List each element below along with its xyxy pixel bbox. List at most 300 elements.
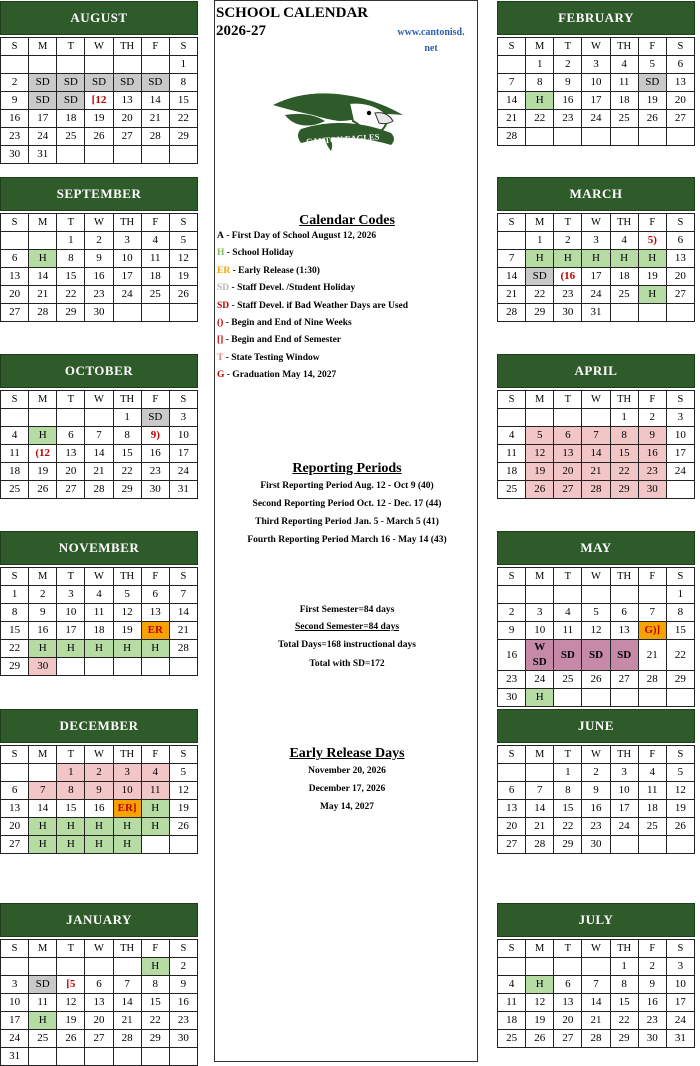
day-cell: 1 <box>610 409 638 427</box>
empty-cell <box>666 128 694 146</box>
empty-cell <box>113 56 141 74</box>
day-cell: 28 <box>113 1030 141 1048</box>
day-cell: 17 <box>29 110 57 128</box>
day-cell: 13 <box>113 92 141 110</box>
day-cell: 10 <box>113 250 141 268</box>
empty-cell <box>582 409 610 427</box>
day-cell: 19 <box>638 92 666 110</box>
week-row <box>1 409 198 427</box>
total-days: Total Days=168 instructional days <box>278 640 416 650</box>
day-cell: 5 <box>526 427 554 445</box>
empty-cell <box>498 958 526 976</box>
weekday-label: S <box>169 38 197 56</box>
day-cell: 26 <box>638 110 666 128</box>
day-cell: 24 <box>666 1012 694 1030</box>
day-cell: 5 <box>113 586 141 604</box>
empty-cell <box>638 586 666 604</box>
weekday-label: S <box>1 38 29 56</box>
day-cell: W SD <box>526 640 554 671</box>
calendar-code-row <box>217 370 408 387</box>
day-cell: 28 <box>29 304 57 322</box>
day-cell: 8 <box>610 976 638 994</box>
week-row <box>1 1030 198 1048</box>
day-cell: 14 <box>498 92 526 110</box>
day-cell: 13 <box>498 800 526 818</box>
weekday-label: F <box>141 940 169 958</box>
early-release-3: May 14, 2027 <box>319 802 375 812</box>
url-line-1[interactable]: www.cantonisd. <box>397 27 465 38</box>
day-cell: 12 <box>113 604 141 622</box>
day-cell: H <box>141 958 169 976</box>
day-cell: ER <box>141 622 169 640</box>
day-cell: 16 <box>1 110 29 128</box>
day-cell: 21 <box>169 622 197 640</box>
weekday-label: S <box>169 746 197 764</box>
day-cell: 27 <box>85 1030 113 1048</box>
day-cell: 31 <box>29 146 57 164</box>
week-row <box>498 586 695 604</box>
empty-cell <box>666 481 694 499</box>
week-row <box>498 818 695 836</box>
day-cell: 29 <box>610 1030 638 1048</box>
weekday-label: M <box>526 940 554 958</box>
week-row <box>498 836 695 854</box>
day-cell: 16 <box>638 445 666 463</box>
weekday-label: S <box>1 746 29 764</box>
day-cell: 7 <box>169 586 197 604</box>
day-cell: 4 <box>1 427 29 445</box>
day-cell: 10 <box>526 622 554 640</box>
day-cell: 28 <box>582 1030 610 1048</box>
day-cell: 27 <box>1 836 29 854</box>
day-cell: 3 <box>1 976 29 994</box>
day-cell: (16 <box>554 268 582 286</box>
week-row <box>498 409 695 427</box>
day-cell: 12 <box>666 782 694 800</box>
empty-cell <box>169 658 197 676</box>
day-cell: 7 <box>582 976 610 994</box>
weekday-header-row <box>498 746 695 764</box>
day-cell: 14 <box>29 800 57 818</box>
empty-cell <box>169 836 197 854</box>
week-row <box>1 764 198 782</box>
day-cell: 23 <box>169 1012 197 1030</box>
month-header: JUNE <box>497 709 695 743</box>
month-july <box>497 903 695 1048</box>
week-row <box>1 622 198 640</box>
week-row <box>498 671 695 689</box>
weekday-label: TH <box>113 214 141 232</box>
weekday-label: M <box>526 214 554 232</box>
day-cell: 11 <box>141 250 169 268</box>
weekday-header-row <box>1 746 198 764</box>
day-cell: 18 <box>610 92 638 110</box>
day-cell: 17 <box>582 92 610 110</box>
day-cell: 13 <box>141 604 169 622</box>
website-link[interactable] <box>389 25 473 57</box>
month-january <box>0 903 198 1066</box>
calendar-code-row <box>217 266 408 283</box>
day-cell: 14 <box>141 92 169 110</box>
empty-cell <box>1 958 29 976</box>
week-row <box>498 689 695 707</box>
month-header: NOVEMBER <box>0 531 198 565</box>
day-cell: 22 <box>526 286 554 304</box>
day-cell: 1 <box>526 56 554 74</box>
calendar-code-row <box>217 318 408 335</box>
day-cell: 9 <box>638 427 666 445</box>
day-cell: 6 <box>85 976 113 994</box>
empty-cell <box>113 146 141 164</box>
day-cell: 22 <box>526 110 554 128</box>
day-cell: 6 <box>1 250 29 268</box>
day-cell: 13 <box>666 250 694 268</box>
day-cell: 24 <box>113 286 141 304</box>
day-cell: H <box>29 427 57 445</box>
day-cell: H <box>29 250 57 268</box>
weekday-header-row <box>1 214 198 232</box>
month-march <box>497 177 695 322</box>
empty-cell <box>1 232 29 250</box>
day-cell: H <box>29 836 57 854</box>
center-panel <box>214 0 478 1062</box>
day-cell: 30 <box>582 836 610 854</box>
day-cell: 5) <box>638 232 666 250</box>
day-cell: 7 <box>113 976 141 994</box>
day-cell: SD <box>582 640 610 671</box>
day-cell: 30 <box>29 658 57 676</box>
day-cell: H <box>85 836 113 854</box>
weekday-label: F <box>141 214 169 232</box>
reporting-periods-title: Reporting Periods <box>292 461 402 476</box>
month-header: OCTOBER <box>0 354 198 388</box>
day-cell: 3 <box>113 232 141 250</box>
weekday-label: F <box>141 746 169 764</box>
reporting-period-4: Fourth Reporting Period March 16 - May 14 (43) <box>247 535 447 545</box>
calendar-title <box>216 4 368 40</box>
second-semester: Second Semester=84 days <box>294 622 400 632</box>
day-cell: 26 <box>169 818 197 836</box>
empty-cell <box>526 409 554 427</box>
week-row <box>498 604 695 622</box>
weekday-label: F <box>638 746 666 764</box>
day-cell: 14 <box>582 994 610 1012</box>
day-cell: 29 <box>57 304 85 322</box>
week-row <box>498 268 695 286</box>
day-cell: H <box>526 92 554 110</box>
day-cell: SD <box>113 74 141 92</box>
week-row <box>1 110 198 128</box>
day-cell: 23 <box>638 463 666 481</box>
day-cell: 6 <box>554 427 582 445</box>
reporting-period-2: Second Reporting Period Oct. 12 - Dec. 17 (44) <box>252 499 442 509</box>
weekday-label: W <box>85 568 113 586</box>
day-cell: 2 <box>498 604 526 622</box>
code-symbol: ER <box>217 265 231 276</box>
day-cell: 12 <box>582 622 610 640</box>
empty-cell <box>57 146 85 164</box>
weekday-label: W <box>85 940 113 958</box>
month-header: DECEMBER <box>0 709 198 743</box>
day-cell: H <box>57 818 85 836</box>
weekday-label: S <box>666 38 694 56</box>
month-february <box>497 1 695 146</box>
weekday-label: S <box>498 214 526 232</box>
week-row <box>1 976 198 994</box>
empty-cell <box>1 764 29 782</box>
day-cell: 7 <box>85 427 113 445</box>
day-cell: H <box>113 836 141 854</box>
day-cell: 24 <box>169 463 197 481</box>
day-cell: 13 <box>610 622 638 640</box>
day-cell: 18 <box>498 1012 526 1030</box>
day-cell: H <box>29 640 57 658</box>
day-cell: 18 <box>638 800 666 818</box>
day-cell: 27 <box>554 1030 582 1048</box>
day-cell: 28 <box>169 640 197 658</box>
day-cell: 28 <box>85 481 113 499</box>
week-row <box>498 110 695 128</box>
day-cell: 1 <box>169 56 197 74</box>
empty-cell <box>582 958 610 976</box>
day-cell: 31 <box>666 1030 694 1048</box>
day-cell: 12 <box>169 782 197 800</box>
day-cell: 1 <box>57 764 85 782</box>
week-row <box>498 463 695 481</box>
week-row <box>498 56 695 74</box>
day-cell: 10 <box>57 604 85 622</box>
weekday-label: M <box>526 746 554 764</box>
empty-cell <box>113 958 141 976</box>
code-description: - First Day of School August 12, 2026 <box>223 231 377 241</box>
day-cell: 27 <box>498 836 526 854</box>
day-cell: 21 <box>582 463 610 481</box>
weekday-label: M <box>29 38 57 56</box>
day-cell: 16 <box>85 268 113 286</box>
empty-cell <box>57 56 85 74</box>
day-cell: 16 <box>582 800 610 818</box>
code-symbol: SD <box>217 300 230 311</box>
day-cell: 16 <box>141 445 169 463</box>
week-row <box>498 232 695 250</box>
day-cell: 11 <box>554 622 582 640</box>
day-cell: 8 <box>141 976 169 994</box>
weekday-label: TH <box>610 746 638 764</box>
day-cell: 11 <box>638 782 666 800</box>
day-cell: 13 <box>554 445 582 463</box>
empty-cell <box>141 304 169 322</box>
day-cell: H <box>638 250 666 268</box>
weekday-label: S <box>169 568 197 586</box>
day-cell: H <box>554 250 582 268</box>
month-august <box>0 1 198 164</box>
month-november <box>0 531 198 676</box>
weekday-label: S <box>498 940 526 958</box>
day-cell: 15 <box>141 994 169 1012</box>
week-row <box>1 427 198 445</box>
day-cell: 3 <box>666 409 694 427</box>
url-line-2[interactable]: net <box>424 43 438 54</box>
day-cell: 19 <box>113 622 141 640</box>
day-cell: 22 <box>169 110 197 128</box>
day-cell: H <box>113 818 141 836</box>
day-cell: 13 <box>57 445 85 463</box>
day-cell: 30 <box>638 1030 666 1048</box>
weekday-label: W <box>582 940 610 958</box>
day-cell: 23 <box>638 1012 666 1030</box>
weekday-label: W <box>582 38 610 56</box>
day-cell: 17 <box>169 445 197 463</box>
day-cell: H <box>141 818 169 836</box>
day-cell: 11 <box>141 782 169 800</box>
day-cell: 4 <box>498 976 526 994</box>
day-cell: 22 <box>610 1012 638 1030</box>
day-cell: 27 <box>113 128 141 146</box>
code-description: - State Testing Window <box>223 352 320 363</box>
day-cell: 14 <box>85 445 113 463</box>
day-cell: 7 <box>526 782 554 800</box>
day-cell: 26 <box>526 481 554 499</box>
month-grid <box>0 37 198 164</box>
empty-cell <box>29 232 57 250</box>
day-cell: G)] <box>638 622 666 640</box>
day-cell: 4 <box>141 232 169 250</box>
weekday-label: F <box>141 391 169 409</box>
day-cell: 24 <box>610 818 638 836</box>
code-symbol: () <box>217 317 224 328</box>
day-cell: 15 <box>169 92 197 110</box>
day-cell: 9 <box>85 250 113 268</box>
weekday-label: S <box>666 391 694 409</box>
week-row <box>498 958 695 976</box>
day-cell: 6 <box>554 976 582 994</box>
empty-cell <box>526 128 554 146</box>
day-cell: SD <box>638 74 666 92</box>
day-cell: H <box>29 1012 57 1030</box>
weekday-label: S <box>498 38 526 56</box>
calendar-code-row <box>217 248 408 265</box>
empty-cell <box>610 128 638 146</box>
weekday-header-row <box>1 391 198 409</box>
day-cell: 28 <box>141 128 169 146</box>
weekday-label: T <box>554 568 582 586</box>
week-row <box>1 304 198 322</box>
day-cell: H <box>526 250 554 268</box>
day-cell: 14 <box>29 268 57 286</box>
weekday-label: S <box>169 940 197 958</box>
day-cell: 12 <box>169 250 197 268</box>
weekday-label: S <box>666 746 694 764</box>
weekday-label: T <box>554 746 582 764</box>
day-cell: 16 <box>85 800 113 818</box>
day-cell: 14 <box>498 268 526 286</box>
day-cell: 10 <box>610 782 638 800</box>
day-cell: 25 <box>498 481 526 499</box>
day-cell: 19 <box>666 800 694 818</box>
day-cell: 27 <box>666 110 694 128</box>
week-row <box>1 604 198 622</box>
day-cell: 10 <box>1 994 29 1012</box>
empty-cell <box>1 56 29 74</box>
code-symbol: H <box>217 248 225 259</box>
week-row <box>498 764 695 782</box>
day-cell: 23 <box>141 463 169 481</box>
day-cell: 21 <box>141 110 169 128</box>
code-description: - Begin and End of Nine Weeks <box>223 317 352 328</box>
reporting-period-3: Third Reporting Period Jan. 5 - March 5 (41) <box>255 517 439 527</box>
day-cell: 11 <box>498 994 526 1012</box>
empty-cell <box>141 658 169 676</box>
month-june <box>497 709 695 854</box>
day-cell: 21 <box>582 1012 610 1030</box>
day-cell: H <box>113 640 141 658</box>
day-cell: 10 <box>169 427 197 445</box>
month-grid <box>497 939 695 1048</box>
day-cell: 16 <box>29 622 57 640</box>
day-cell: 3 <box>666 958 694 976</box>
early-release-2: December 17, 2026 <box>308 784 386 794</box>
weekday-label: T <box>57 38 85 56</box>
day-cell: 26 <box>85 128 113 146</box>
calendar-codes-list <box>217 231 408 388</box>
day-cell: SD <box>29 976 57 994</box>
day-cell: 3 <box>582 232 610 250</box>
empty-cell <box>498 232 526 250</box>
day-cell: 24 <box>582 110 610 128</box>
day-cell: H <box>582 250 610 268</box>
weekday-label: W <box>582 391 610 409</box>
day-cell: 2 <box>638 409 666 427</box>
empty-cell <box>141 146 169 164</box>
day-cell: 26 <box>526 1030 554 1048</box>
weekday-label: M <box>29 214 57 232</box>
code-description: - Early Release (1:30) <box>230 265 320 276</box>
day-cell: H <box>610 250 638 268</box>
weekday-label: S <box>498 391 526 409</box>
day-cell: 11 <box>498 445 526 463</box>
calendar-code-row <box>217 283 408 300</box>
day-cell: 15 <box>610 445 638 463</box>
weekday-label: S <box>1 214 29 232</box>
month-may <box>497 531 695 707</box>
week-row <box>498 622 695 640</box>
day-cell: 20 <box>113 110 141 128</box>
month-grid <box>497 37 695 146</box>
empty-cell <box>498 764 526 782</box>
day-cell: 21 <box>113 1012 141 1030</box>
week-row <box>498 92 695 110</box>
day-cell: 24 <box>666 463 694 481</box>
day-cell: 19 <box>526 1012 554 1030</box>
week-row <box>1 250 198 268</box>
empty-cell <box>169 304 197 322</box>
day-cell: 29 <box>666 671 694 689</box>
month-grid <box>497 390 695 499</box>
day-cell: 25 <box>638 818 666 836</box>
day-cell: 6 <box>610 604 638 622</box>
day-cell: 5 <box>169 764 197 782</box>
total-with-sd: Total with SD=172 <box>309 659 385 669</box>
day-cell: 10 <box>666 976 694 994</box>
weekday-label: S <box>666 940 694 958</box>
day-cell: 30 <box>638 481 666 499</box>
day-cell: 10 <box>113 782 141 800</box>
day-cell: 16 <box>169 994 197 1012</box>
week-row <box>498 976 695 994</box>
weekday-label: M <box>29 391 57 409</box>
day-cell: 2 <box>29 586 57 604</box>
calendar-code-row <box>217 335 408 352</box>
